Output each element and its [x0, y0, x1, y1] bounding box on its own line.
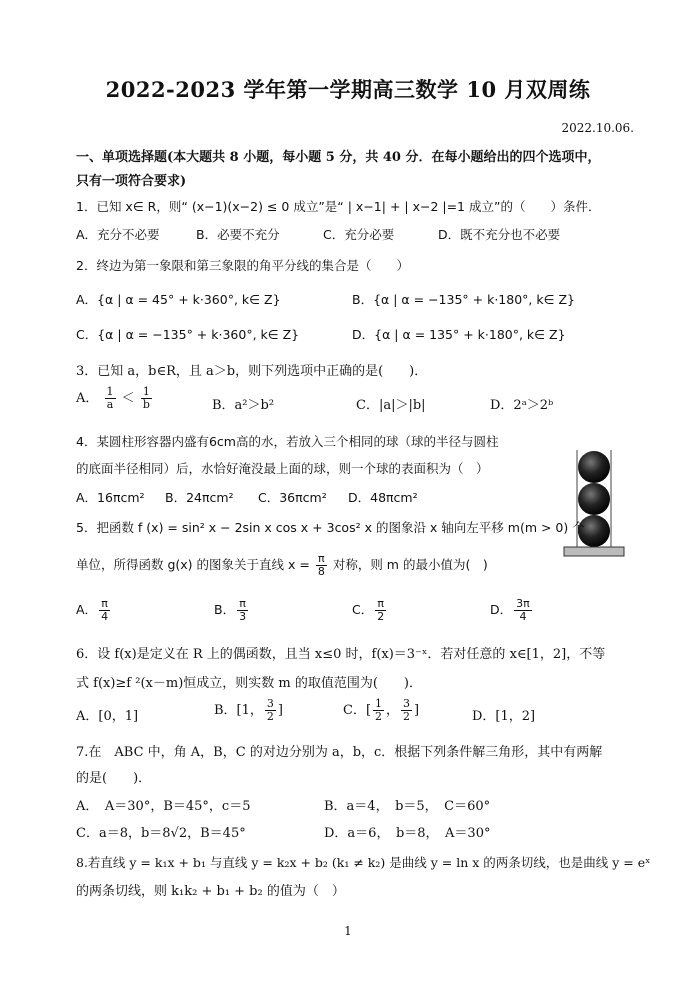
question-7-option-a: A． A＝30°，B＝45°，c＝5	[76, 799, 251, 814]
exam-date: 2022.10.06.	[561, 121, 634, 135]
question-4-option-b: B．24πcm²	[165, 490, 234, 505]
question-7-stem-cont: 的是( )．	[76, 771, 152, 786]
fraction-denominator: 4	[519, 610, 527, 623]
fraction	[316, 553, 327, 578]
fraction	[401, 698, 412, 723]
question-5-text-a: 单位，所得函数 g(x) 的图象关于直线 x =	[76, 557, 310, 572]
question-3-stem: 3．已知 a，b∈R，且 a＞b，则下列选项中正确的是( )．	[76, 364, 428, 379]
fraction-denominator: 4	[101, 610, 109, 623]
question-5-text-b: 对称，则 m 的最小值为( )	[332, 557, 488, 572]
option-label: C．[	[343, 703, 372, 718]
fraction-numerator: 3π	[516, 597, 530, 610]
fraction	[375, 598, 386, 623]
question-5-option-d	[490, 598, 534, 623]
question-4-stem-cont: 的底面半径相同）后，水恰好淹没最上面的球，则一个球的表面积为（ ）	[76, 461, 489, 476]
fraction-numerator: 1	[106, 385, 114, 398]
question-4-stem: 4．某圆柱形容器内盛有6cm高的水，若放入三个相同的球（球的半径与圆柱	[76, 434, 499, 449]
fraction-numerator: π	[239, 597, 246, 610]
fraction-denominator: a	[106, 398, 114, 411]
fraction-denominator: 8	[317, 565, 325, 578]
cylinder-base	[564, 547, 624, 556]
question-5-option-c	[352, 598, 388, 623]
bracket-close: ]	[277, 703, 283, 718]
question-4-option-d: D．48πcm²	[348, 490, 418, 505]
question-1-stem: 1．已知 x∈ R，则“ (x−1)(x−2) ≤ 0 成立”是“ | x−1| + | x−2 |=1 成立”的（ ）条件．	[76, 199, 601, 214]
comma: ，	[386, 703, 400, 718]
bracket-close: ]	[414, 703, 420, 718]
fraction-denominator: 2	[403, 710, 411, 723]
fraction-numerator: π	[101, 597, 108, 610]
fraction	[265, 698, 276, 723]
option-label: B．	[214, 602, 236, 617]
fraction-denominator: 2	[375, 710, 383, 723]
fraction	[514, 598, 532, 623]
question-7-option-d: D．a＝6， b＝8， A＝30°	[324, 826, 491, 841]
question-1-option-a: A．充分不必要	[76, 227, 160, 242]
question-2-option-a: A．{α | α = 45° + k·360°, k∈ Z}	[76, 292, 281, 307]
question-8-stem-cont: 的两条切线，则 k₁k₂ + b₁ + b₂ 的值为（ ）	[76, 884, 345, 899]
question-5-stem: 5．把函数 f (x) = sin² x − 2sin x cos x + 3cos² x 的图象沿 x 轴向左平移 m(m > 0) 个	[76, 520, 585, 535]
question-6-stem-cont: 式 f(x)≥f ²(x－m)恒成立，则实数 m 的取值范围为( )．	[76, 676, 423, 691]
option-label: A．	[76, 602, 98, 617]
question-8-stem: 8.若直线 y = k₁x + b₁ 与直线 y = k₂x + b₂ (k₁ ≠ k₂) 是曲线 y = ln x 的两条切线，也是曲线 y = eˣ	[76, 855, 651, 870]
question-1-option-b: B．必要不充分	[196, 227, 280, 242]
question-4-option-a: A．16πcm²	[76, 490, 145, 505]
section-heading: 一、单项选择题(本大题共 8 小题，每小题 5 分，共 40 分．在每小题给出的四个选项中，	[76, 150, 601, 165]
fraction	[373, 698, 384, 723]
question-2-option-b: B．{α | α = −135° + k·180°, k∈ Z}	[352, 292, 575, 307]
question-5-option-b	[214, 598, 250, 623]
question-7-option-c: C．a＝8，b＝8√2，B＝45°	[76, 826, 246, 841]
fraction	[237, 598, 248, 623]
question-3-option-a	[76, 386, 154, 411]
option-label: C．	[352, 602, 374, 617]
question-5-option-a	[76, 598, 112, 623]
sphere-middle	[578, 483, 610, 515]
question-7-option-b: B．a＝4， b＝5， C＝60°	[324, 799, 491, 814]
question-3-option-c: C．|a|＞|b|	[356, 398, 426, 413]
fraction-numerator: 1	[142, 385, 150, 398]
sphere-top	[578, 451, 610, 483]
fraction-numerator: 1	[375, 697, 383, 710]
question-6-option-b	[214, 698, 283, 723]
fraction-numerator: π	[318, 552, 325, 565]
fraction	[99, 598, 110, 623]
fraction	[141, 386, 152, 411]
page-number: 1	[344, 924, 352, 938]
question-6-option-c	[343, 698, 419, 723]
fraction-denominator: 3	[239, 610, 247, 623]
option-label: B．[1，	[214, 703, 263, 718]
fraction-denominator: 2	[266, 710, 274, 723]
question-5-stem-cont	[76, 553, 488, 578]
question-1-option-c: C．充分必要	[323, 227, 395, 242]
page-title: 2022-2023 学年第一学期高三数学 10 月双周练	[105, 77, 591, 102]
spheres-in-cylinder-figure	[563, 450, 625, 560]
option-label: A．	[76, 391, 99, 406]
fraction-numerator: 3	[266, 697, 274, 710]
question-1-option-d: D．既不充分也不必要	[438, 227, 561, 242]
fraction-numerator: π	[377, 597, 385, 610]
question-2-stem: 2．终边为第一象限和第三象限的角平分线的集合是（ ）	[76, 258, 409, 273]
less-than-sign: ＜	[121, 391, 135, 406]
option-label: D．	[490, 602, 513, 617]
question-4-option-c: C．36πcm²	[258, 490, 327, 505]
question-6-option-d: D．[1，2]	[472, 709, 536, 724]
question-3-option-b: B．a²＞b²	[212, 398, 275, 413]
fraction-denominator: 2	[377, 610, 385, 623]
question-6-option-a: A．[0，1]	[76, 709, 139, 724]
question-2-option-d: D．{α | α = 135° + k·180°, k∈ Z}	[352, 327, 566, 342]
fraction-denominator: b	[142, 398, 150, 411]
question-2-option-c: C．{α | α = −135° + k·360°, k∈ Z}	[76, 327, 300, 342]
question-7-stem: 7.在 ABC 中，角 A，B，C 的对边分别为 a，b，c．根据下列条件解三角形，其中有两解	[76, 745, 603, 760]
question-6-stem: 6．设 f(x)是定义在 R 上的偶函数，且当 x≤0 时，f(x)＝3⁻ˣ．若对任意的 x∈[1，2]，不等	[76, 647, 606, 662]
fraction	[105, 386, 116, 411]
fraction-numerator: 3	[403, 697, 411, 710]
question-3-option-d: D．2ᵃ＞2ᵇ	[490, 398, 554, 413]
section-heading-cont: 只有一项符合要求)	[76, 174, 187, 189]
